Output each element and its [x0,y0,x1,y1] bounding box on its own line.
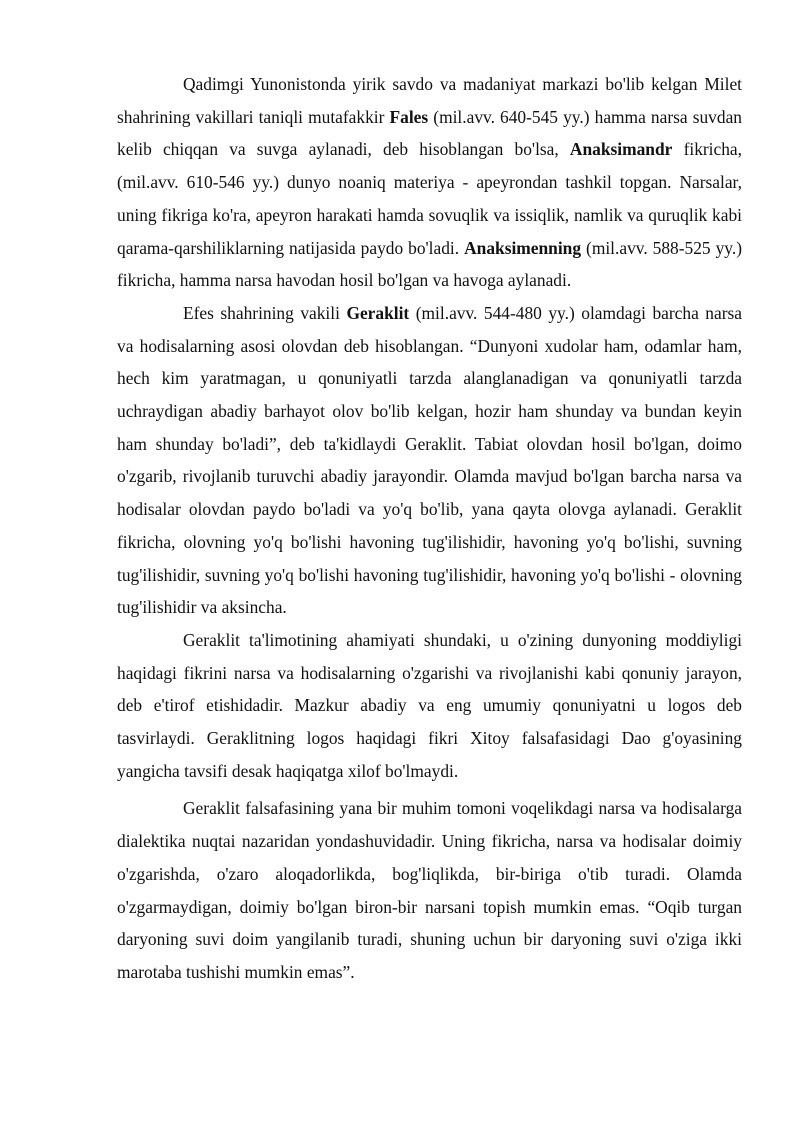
document-page [117,68,742,989]
text-run: Geraklit falsafasining yana bir muhim tomoni voqelikdagi narsa va hodisalarga dialektika nuqtai nazaridan yondashuvidadir. Uning fikricha, narsa va hodisalar doimiy o'zgarishda, o'zaro aloqadorlikda, bog'liqlikda, bir-biriga o'tib turadi. Olamda o'zgarmaydigan, doimiy bo'lgan biron-bir narsani topish mumkin emas. “Oqib turgan daryoning suvi doim yangilanib turadi, shuning uchun bir daryoning suvi o'ziga ikki marotaba tushishi mumkin emas”. [117,798,742,982]
bold-term-geraklit: Geraklit [346,302,410,323]
text-run: fikricha, (mil.avv. 610-546 yy.) dunyo noaniq materiya - apeyrondan tashkil topgan. Narsalar, uning fikriga ko'ra, apeyron harakati hamda sovuqlik va issiqlik, namlik va quruqlik kabi qarama-qarshiliklarning natijasida paydo bo'ladi. [117,139,742,258]
paragraph-geraklit-fire [117,297,742,624]
bold-term-anaksimandr: Anaksimandr [569,139,673,160]
paragraph-milesian-philosophers [117,68,742,297]
paragraph-geraklit-logos [117,624,742,788]
bold-term-fales: Fales [389,106,429,127]
paragraph-geraklit-dialectics [117,792,742,988]
text-run: Qadimgi Yunonistonda yirik savdo va madaniyat markazi bo'lib kelgan Milet shahrining vakillari taniqli mutafakkir [117,74,742,127]
text-run: (mil.avv. 640-545 yy.) hamma narsa suvdan kelib chiqqan va suvga aylanadi, deb hisoblangan bo'lsa, [117,106,742,160]
text-run: Efes shahrining vakili [183,302,347,323]
text-run: (mil.avv. 588-525 yy.) fikricha, hamma narsa havodan hosil bo'lgan va havoga aylanadi. [117,237,743,291]
text-run: (mil.avv. 544-480 yy.) olamdagi barcha narsa va hodisalarning asosi olovdan deb hisoblangan. “Dunyoni xudolar ham, odamlar ham, hech kim yaratmagan, u qonuniyatli tarzda alanglanadigan va qonuniyatli tarzda uchraydigan abadiy barhayot olov bo'lib kelgan, hozir ham shunday va bundan keyin ham shunday bo'ladi”, deb ta'kidlaydi Geraklit. Tabiat olovdan hosil bo'lgan, doimo o'zgarib, rivojlanib turuvchi abadiy jarayondir. Olamda mavjud bo'lgan barcha narsa va hodisalar olovdan paydo bo'ladi va yo'q bo'lib, yana qayta olovga aylanadi. Geraklit fikricha, olovning yo'q bo'lishi havoning tug'ilishidir, havoning yo'q bo'lishi, suvning tug'ilishidir, suvning yo'q bo'lishi havoning tug'ilishidir, havoning yo'q bo'lishi - olovning tug'ilishidir va aksincha. [117,302,742,618]
text-run: Geraklit ta'limotining ahamiyati shundaki, u o'zining dunyoning moddiyligi haqidagi fikrini narsa va hodisalarning o'zgarishi va rivojlanishi kabi qonuniy jarayon, deb e'tirof etishidadir. Mazkur abadiy va eng umumiy qonuniyatni u logos deb tasvirlaydi. Geraklitning logos haqidagi fikri Xitoy falsafasidagi Dao g'oyasining yangicha tavsifi desak haqiqatga xilof bo'lmaydi. [117,629,742,781]
bold-term-anaksimen: Anaksimenning [464,237,582,258]
